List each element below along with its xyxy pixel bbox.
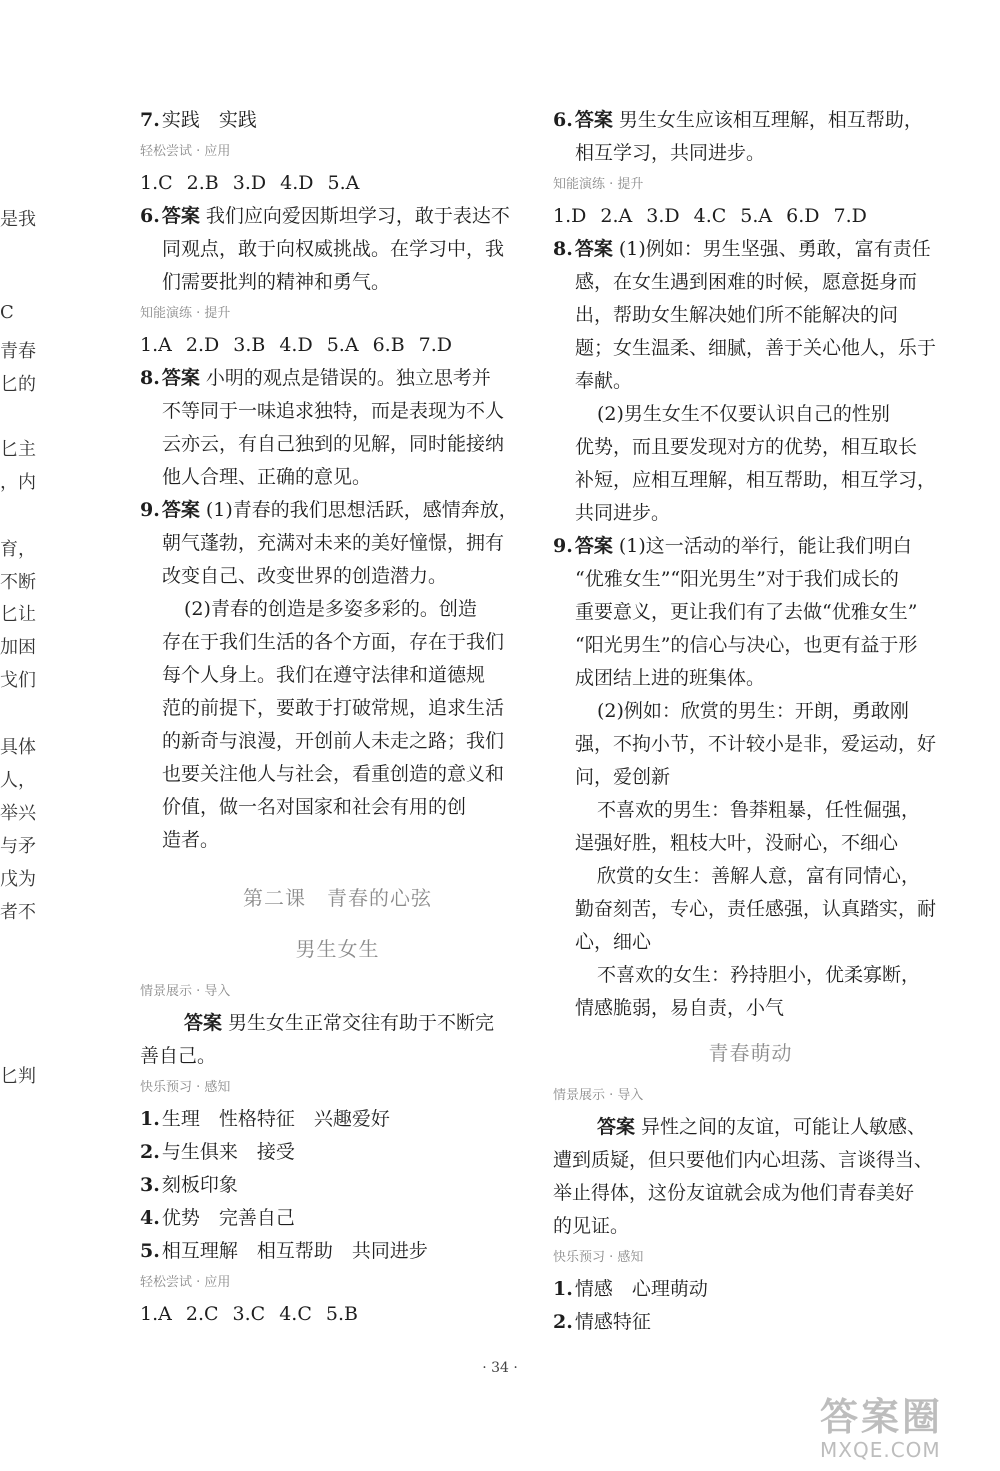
answer-line: 强，不拘小节，不计较小是非，爱运动，好: [575, 733, 937, 755]
answer-line: 男生女生应该相互理解，相互帮助，: [618, 109, 923, 131]
choice-answer: 5.A: [327, 172, 360, 194]
answer-label: 答案: [161, 367, 200, 389]
choice-answer: 4.C: [693, 205, 727, 227]
answer-line: (2)例如：欣赏的男生：开朗，勇敢刚: [597, 700, 909, 722]
choice-answer: 3.B: [233, 334, 266, 356]
section-label: 轻松尝试 · 应用: [140, 144, 231, 159]
question-number: 1.: [140, 1108, 160, 1130]
answer-q6: [553, 104, 948, 137]
left-column: [140, 104, 535, 1331]
bleed-text: 戊为: [0, 869, 36, 890]
answer-line: 不等同于一味追求独特，而是表现为不人: [162, 400, 505, 422]
choice-answer: 3.C: [232, 1303, 266, 1325]
answer-line: 补短，应相互理解，相互帮助，相互学习，: [575, 469, 937, 491]
answer-q7: [140, 104, 535, 137]
section-label: 快乐预习 · 感知: [140, 1080, 231, 1095]
answer-line: 心，细心: [575, 931, 652, 953]
choice-answer: 1.A: [140, 1303, 172, 1325]
answer-line: 相互学习，共同进步。: [575, 142, 766, 164]
answer-text: 情感 心理萌动: [574, 1278, 708, 1300]
answer-line: 成团结上进的班集体。: [575, 667, 766, 689]
answer-line: 问，爱创新: [575, 766, 671, 788]
choice-answer: 6.D: [786, 205, 820, 227]
bleed-text: 加困: [0, 637, 36, 658]
choice-answers: [553, 200, 948, 233]
answer-line: 勤奋刻苦，专心，责任感强，认真踏实，耐: [575, 898, 937, 920]
preview-item: [140, 1202, 535, 1235]
preview-item: [140, 1235, 535, 1268]
choice-answer: 2.B: [186, 172, 219, 194]
answer-line: 逞强好胜，粗枝大叶，没耐心，不细心: [575, 832, 899, 854]
scene-answer: [553, 1111, 948, 1144]
question-number: 1.: [553, 1278, 573, 1300]
answer-line: 不喜欢的女生：矜持胆小，优柔寡断，: [597, 964, 921, 986]
watermark-url: MXQE.COM: [820, 1438, 941, 1462]
answer-label: 答案: [574, 109, 613, 131]
answer-q6: [140, 200, 535, 233]
page-number: · 34 ·: [482, 1360, 518, 1376]
answer-label: 答案: [574, 535, 613, 557]
question-number: 3.: [140, 1174, 160, 1196]
choice-answers: [140, 167, 535, 200]
choice-answer: 4.C: [279, 1303, 312, 1325]
bleed-text: 匕的: [0, 374, 36, 395]
choice-answers: [140, 1298, 535, 1331]
choice-answer: 3.D: [646, 205, 680, 227]
answer-line: 异性之间的友谊，可能让人敏感、: [641, 1116, 927, 1138]
answer-line: 们需要批判的精神和勇气。: [162, 271, 391, 293]
question-number: 8.: [140, 367, 160, 389]
answer-line: 我们应向爱因斯坦学习，敢于表达不: [205, 205, 510, 227]
answer-text: 情感特征: [574, 1311, 651, 1333]
answer-line: 造者。: [162, 829, 220, 851]
section-label: 快乐预习 · 感知: [553, 1250, 644, 1265]
answer-label: 答案: [574, 238, 613, 260]
answer-label: 答案: [597, 1116, 636, 1138]
answer-q8: [140, 362, 535, 395]
answer-line: 共同进步。: [575, 502, 671, 524]
choice-answer: 2.D: [185, 334, 220, 356]
preview-item: [140, 1136, 535, 1169]
answer-line: (2)青春的创造是多姿多彩的。创造: [184, 598, 477, 620]
bleed-text: ，内: [0, 472, 36, 493]
choice-answer: 2.C: [185, 1303, 219, 1325]
scene-answer: [140, 1007, 535, 1040]
bleed-text: 匕判: [0, 1066, 36, 1087]
answer-line: 情感脆弱，易自责，小气: [575, 997, 785, 1019]
bleed-text: C: [0, 302, 14, 323]
answer-line: 不喜欢的男生：鲁莽粗暴，任性倔强，: [597, 799, 921, 821]
answer-text: 生理 性格特征 兴趣爱好: [161, 1108, 390, 1130]
topic-title: 青春萌动: [708, 1041, 793, 1065]
answer-line: 存在于我们生活的各个方面，存在于我们: [162, 631, 505, 653]
bleed-text: 匕让: [0, 604, 36, 625]
bleed-text: 者不: [0, 902, 36, 923]
choice-answer: 5.A: [740, 205, 773, 227]
choice-answer: 6.B: [372, 334, 405, 356]
answer-line: 欣赏的女生：善解人意，富有同情心，: [597, 865, 921, 887]
question-number: 2.: [140, 1141, 160, 1163]
question-number: 7.: [140, 109, 160, 131]
question-number: 5.: [140, 1240, 160, 1262]
section-label: 情景展示 · 导入: [553, 1088, 644, 1103]
answer-line: 的见证。: [553, 1215, 630, 1237]
right-column: [553, 104, 948, 1339]
choice-answer: 7.D: [418, 334, 453, 356]
answer-line: 同观点，敢于向权威挑战。在学习中，我: [162, 238, 505, 260]
choice-answer: 7.D: [833, 205, 867, 227]
answer-line: 的新奇与浪漫，开创前人未走之路；我们: [162, 730, 505, 752]
choice-answer: 1.C: [140, 172, 173, 194]
answer-text: 刻板印象: [161, 1174, 238, 1196]
answer-line: 范的前提下，要敢于打破常规，追求生活: [162, 697, 505, 719]
answer-label: 答案: [184, 1012, 223, 1034]
answer-q9: [140, 494, 535, 527]
answer-text: 实践 实践: [161, 109, 257, 131]
choice-answer: 2.A: [600, 205, 633, 227]
section-label: 轻松尝试 · 应用: [140, 1275, 231, 1290]
topic-title: 男生女生: [295, 937, 380, 961]
bleed-text: 是我: [0, 209, 36, 230]
answer-line: 云亦云，有自己独到的见解，同时能接纳: [162, 433, 505, 455]
answer-line: “阳光男生”的信心与决心，也更有益于形: [575, 634, 918, 656]
bleed-text: 匕主: [0, 439, 36, 460]
answer-line: 出，帮助女生解决她们所不能解决的问: [575, 304, 899, 326]
answer-q9: [553, 530, 948, 563]
bleed-text: 人，: [0, 770, 36, 791]
lesson-title: 第二课 青春的心弦: [243, 886, 432, 910]
answer-text: 相互理解 相互帮助 共同进步: [161, 1240, 428, 1262]
choice-answer: 1.D: [553, 205, 587, 227]
bleed-text: 不断: [0, 572, 36, 593]
bleed-text: 具体: [0, 737, 36, 758]
section-label: 知能演练 · 提升: [140, 306, 231, 321]
section-label: 情景展示 · 导入: [140, 984, 231, 999]
question-number: 4.: [140, 1207, 160, 1229]
answer-line: 价值，做一名对国家和社会有用的创: [162, 796, 467, 818]
bleed-text: 与矛: [0, 836, 36, 857]
answer-line: “优雅女生”“阳光男生”对于我们成长的: [575, 568, 899, 590]
choice-answer: 4.D: [279, 334, 313, 356]
answer-line: (1)例如：男生坚强、勇敢，富有责任: [618, 238, 931, 260]
question-number: 9.: [553, 535, 573, 557]
choice-answer: 3.D: [232, 172, 267, 194]
answer-text: 与生俱来 接受: [161, 1141, 295, 1163]
choice-answer: 5.A: [326, 334, 359, 356]
section-label: 知能演练 · 提升: [553, 177, 644, 192]
answer-line: 改变自己、改变世界的创造潜力。: [162, 565, 448, 587]
choice-answers: [140, 329, 535, 362]
answer-line: 优势，而且要发现对方的优势，相互取长: [575, 436, 918, 458]
preview-item: [140, 1169, 535, 1202]
answer-q8: [553, 233, 948, 266]
previous-page-bleed: [0, 0, 40, 1150]
answer-line: (1)这一活动的举行，能让我们明白: [618, 535, 912, 557]
answer-line: 举止得体，这份友谊就会成为他们青春美好: [553, 1182, 915, 1204]
preview-item: [553, 1273, 948, 1306]
question-number: 2.: [553, 1311, 573, 1333]
answer-line: 小明的观点是错误的。独立思考并: [205, 367, 491, 389]
answer-line: 他人合理、正确的意见。: [162, 466, 372, 488]
watermark: [820, 1395, 990, 1465]
choice-answer: 1.A: [140, 334, 172, 356]
preview-item: [140, 1103, 535, 1136]
choice-answer: 4.D: [280, 172, 314, 194]
watermark-logo: 答案圈: [820, 1395, 944, 1439]
answer-line: 每个人身上。我们在遵守法律和道德规: [162, 664, 486, 686]
answer-line: (1)青春的我们思想活跃，感情奔放，: [205, 499, 518, 521]
bleed-text: 戈们: [0, 670, 36, 691]
answer-line: 善自己。: [140, 1045, 217, 1067]
bleed-text: 育，: [0, 539, 36, 560]
bleed-text: 青春: [0, 341, 36, 362]
answer-label: 答案: [161, 205, 200, 227]
answer-label: 答案: [161, 499, 200, 521]
answer-text: 优势 完善自己: [161, 1207, 295, 1229]
answer-line: 重要意义，更让我们有了去做“优雅女生”: [575, 601, 918, 623]
answer-line: 遭到质疑，但只要他们内心坦荡、言谈得当、: [553, 1149, 934, 1171]
answer-line: 题；女生温柔、细腻，善于关心他人，乐于: [575, 337, 937, 359]
question-number: 9.: [140, 499, 160, 521]
preview-item: [553, 1306, 948, 1339]
question-number: 6.: [553, 109, 573, 131]
answer-line: (2)男生女生不仅要认识自己的性别: [597, 403, 890, 425]
choice-answer: 5.B: [325, 1303, 358, 1325]
answer-line: 男生女生正常交往有助于不断完: [228, 1012, 495, 1034]
question-number: 6.: [140, 205, 160, 227]
bleed-text: 举兴: [0, 803, 36, 824]
answer-line: 也要关注他人与社会，看重创造的意义和: [162, 763, 505, 785]
answer-line: 奉献。: [575, 370, 633, 392]
answer-line: 朝气蓬勃，充满对未来的美好憧憬，拥有: [162, 532, 505, 554]
answer-line: 感，在女生遇到困难的时候，愿意挺身而: [575, 271, 918, 293]
question-number: 8.: [553, 238, 573, 260]
